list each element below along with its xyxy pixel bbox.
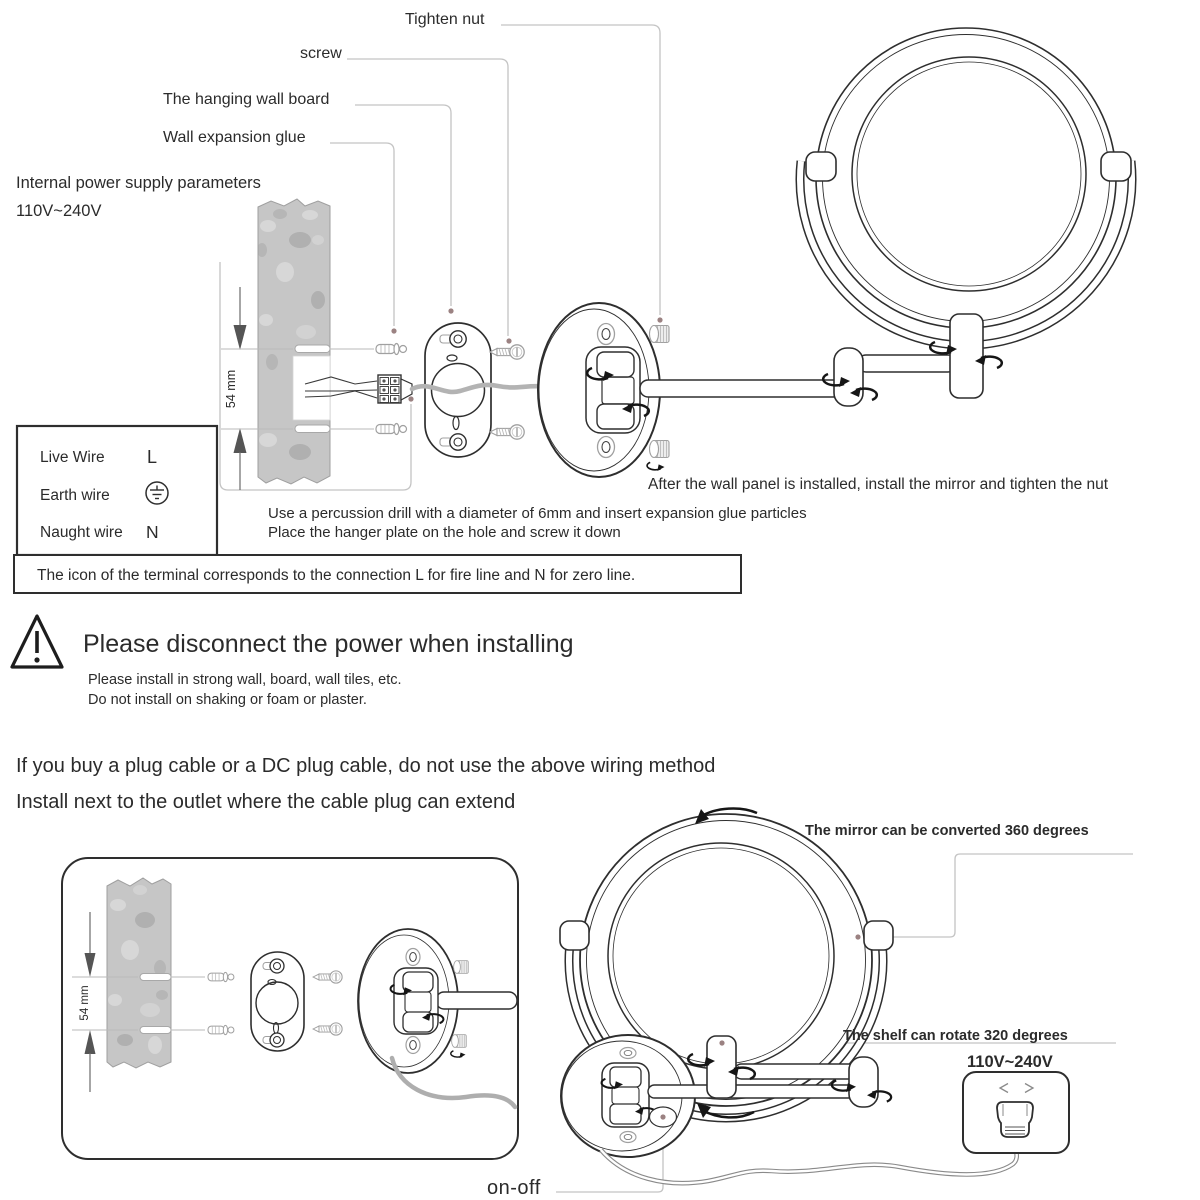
expansion-anchor: [208, 972, 234, 981]
bottom-left-panel: [62, 858, 518, 1159]
leader-dot: [408, 396, 413, 401]
wall-drill-slot-bottom: [295, 425, 330, 433]
earth-wire-label: Earth wire: [40, 487, 110, 504]
warning-line2: Do not install on shaking or foam or plaster.: [88, 692, 367, 708]
leader-tighten-nut: [501, 25, 660, 315]
dim-arrow-up-icon: [234, 428, 247, 453]
terminal-block: [378, 375, 412, 403]
bottom-right-diagram: [487, 808, 1133, 1199]
note-after-panel: After the wall panel is installed, install the mirror and tighten the nut: [648, 476, 1109, 493]
live-wire-symbol: L: [147, 447, 158, 467]
plug-note-line1: If you buy a plug cable or a DC plug cable, do not use the above wiring method: [16, 755, 716, 777]
swivel-arm-top: [640, 348, 956, 406]
leader-hanging-wall-board: [355, 105, 451, 306]
leader-dot: [448, 308, 453, 313]
expansion-anchor-top: [376, 344, 407, 355]
yoke-stem: [950, 314, 983, 398]
wiring-legend-box: [17, 426, 217, 555]
live-wire-label: Live Wire: [40, 449, 105, 466]
warning-section: [12, 616, 574, 708]
label-power-supply-line2: 110V~240V: [16, 202, 102, 220]
leader-wall-expansion-glue: [330, 143, 394, 326]
plug-note-line2: Install next to the outlet where the cable plug can extend: [16, 791, 516, 813]
yoke-pivot-left: [560, 921, 589, 950]
label-screw: screw: [300, 45, 342, 62]
dimension-label-top: 54 mm: [224, 369, 238, 409]
hanging-wall-plate-small: [251, 952, 304, 1051]
leader-dot: [391, 328, 396, 333]
yoke-pivot-right: [864, 921, 893, 950]
yoke-pivot-left: [806, 152, 836, 181]
dim-arrow-down-icon: [234, 325, 247, 350]
wall-cable-hole: [293, 356, 330, 420]
instruction-drill-line1: Use a percussion drill with a diameter of 6mm and insert expansion glue particles: [268, 505, 807, 522]
tighten-nut-bottom: [650, 441, 670, 458]
warning-line1: Please install in strong wall, board, wall tiles, etc.: [88, 672, 402, 688]
warning-title: Please disconnect the power when installing: [83, 630, 574, 658]
mirror-frame: [816, 28, 1116, 328]
dimension-label-bottom: 54 mm: [79, 985, 91, 1021]
label-wall-expansion-glue: Wall expansion glue: [163, 129, 306, 146]
naught-wire-symbol: N: [146, 522, 159, 542]
warning-triangle-icon: [12, 616, 62, 667]
label-outlet-voltage: 110V~240V: [967, 1053, 1053, 1071]
label-mirror-rotation: The mirror can be converted 360 degrees: [805, 823, 1089, 839]
label-hanging-wall-board: The hanging wall board: [163, 91, 330, 108]
leader-dot: [660, 1114, 665, 1119]
terminal-note-box: [14, 555, 741, 593]
wall-drill-slot-bottom: [140, 1027, 171, 1034]
terminal-note-text: The icon of the terminal corresponds to the connection L for fire line and N for zero line.: [37, 567, 636, 584]
label-shelf-rotation: The shelf can rotate 320 degrees: [843, 1028, 1068, 1044]
naught-wire-label: Naught wire: [40, 524, 123, 541]
instruction-drill-line2: Place the hanger plate on the hole and screw it down: [268, 524, 621, 541]
wall-drill-slot-top: [295, 345, 330, 353]
power-outlet: [963, 1072, 1069, 1153]
arm-stub: [436, 992, 517, 1009]
label-power-supply-line1: Internal power supply parameters: [16, 174, 261, 192]
label-tighten-nut: Tighten nut: [405, 11, 485, 28]
mounting-screw-top: [490, 345, 524, 359]
yoke-pivot-right: [1101, 152, 1131, 181]
power-plug: [997, 1102, 1033, 1137]
tighten-nut: [452, 1035, 467, 1048]
expansion-anchor: [208, 1025, 234, 1034]
expansion-anchor-bottom: [376, 424, 407, 435]
label-on-off: on-off: [487, 1177, 541, 1199]
mounting-screw-bottom: [490, 425, 524, 439]
leader-dot: [506, 338, 511, 343]
tighten-nut-top: [650, 326, 670, 343]
rotate-arrow-icon: [647, 462, 664, 470]
leader-dot: [855, 934, 860, 939]
wall-drill-slot-top: [140, 974, 171, 981]
leader-mirror-rotation: [862, 854, 1133, 937]
mirror-top: [800, 28, 1132, 398]
leader-dot: [719, 1040, 724, 1045]
leader-screw: [347, 59, 508, 336]
leader-dot: [657, 317, 662, 322]
tighten-nut: [454, 961, 469, 974]
